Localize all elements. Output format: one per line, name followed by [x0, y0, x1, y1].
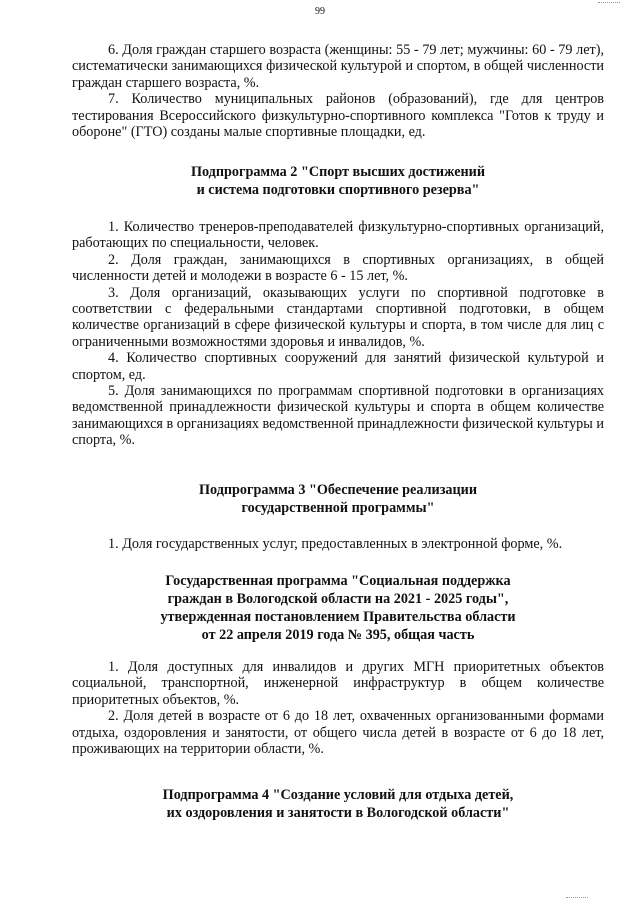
subprogram-3-title: Подпрограмма 3 "Обеспечение реализации государственной программы" — [198, 482, 478, 516]
scan-mark — [566, 897, 588, 899]
list-item: 1. Количество тренеров-преподавателей физкультурно-спортивных организаций, работающих по специальности, человек. — [72, 219, 604, 252]
list-item: 2. Доля детей в возрасте от 6 до 18 лет, охваченных организованными формами отдыха, оздоровления и занятости, от общего числа детей в возрасте от 6 до 18 лет, проживающих на территории области, %. — [72, 708, 604, 758]
subprogram-2-items — [72, 219, 604, 449]
scan-mark — [598, 2, 620, 4]
state-program-title: Государственная программа "Социальная поддержка граждан в Вологодской области на 2021 - 2025 годы", утвержденная постановлением Правительства области от 22 апреля 2019 года № 395, общая часть — [160, 573, 516, 643]
list-item: 4. Количество спортивных сооружений для занятий физической культурой и спортом, ед. — [72, 350, 604, 383]
intro-items — [72, 42, 604, 140]
list-item: 3. Доля организаций, оказывающих услуги по спортивной подготовке в соответствии с федеральными стандартами спортивной подготовки, в общем количестве организаций в сфере физической культуры и спорта, в том числе для лиц с ограниченными возможностями здоровья и инвалидов, %. — [72, 284, 604, 350]
list-item: 5. Доля занимающихся по программам спортивной подготовки в организациях ведомственной принадлежности физической культуры и спорта в общем количестве занимающихся в организациях ведомственной принадлежности физической культуры и спорта, %. — [72, 383, 604, 449]
list-item: 6. Доля граждан старшего возраста (женщины: 55 - 79 лет; мужчины: 60 - 79 лет), систематически занимающихся физической культурой и спортом, в общей численности граждан старшего возраста, %. — [72, 42, 604, 91]
list-item: 1. Доля государственных услуг, предоставленных в электронной форме, %. — [108, 536, 563, 552]
list-item: 7. Количество муниципальных районов (образований), где для центров тестирования Всероссийского физкультурно-спортивного комплекса "Готов к труду и обороне" (ГТО) созданы малые спортивные площадки, ед. — [72, 91, 604, 141]
list-item: 2. Доля граждан, занимающихся в спортивных организациях, в общей численности детей и молодежи в возрасте 6 - 15 лет, %. — [72, 251, 604, 285]
subprogram-4-title: Подпрограмма 4 "Создание условий для отдыха детей, их оздоровления и занятости в Вологодской области" — [162, 787, 514, 821]
list-item: 1. Доля доступных для инвалидов и других МГН приоритетных объектов социальной, транспортной, инженерной инфраструктур в общем количестве приоритетных объектов, %. — [72, 659, 604, 708]
subprogram-3-items — [72, 536, 604, 552]
subprogram-2-title: Подпрограмма 2 "Спорт высших достижений и система подготовки спортивного резерва" — [190, 164, 486, 198]
page-number: 99 — [315, 6, 325, 17]
state-program-items — [72, 659, 604, 757]
